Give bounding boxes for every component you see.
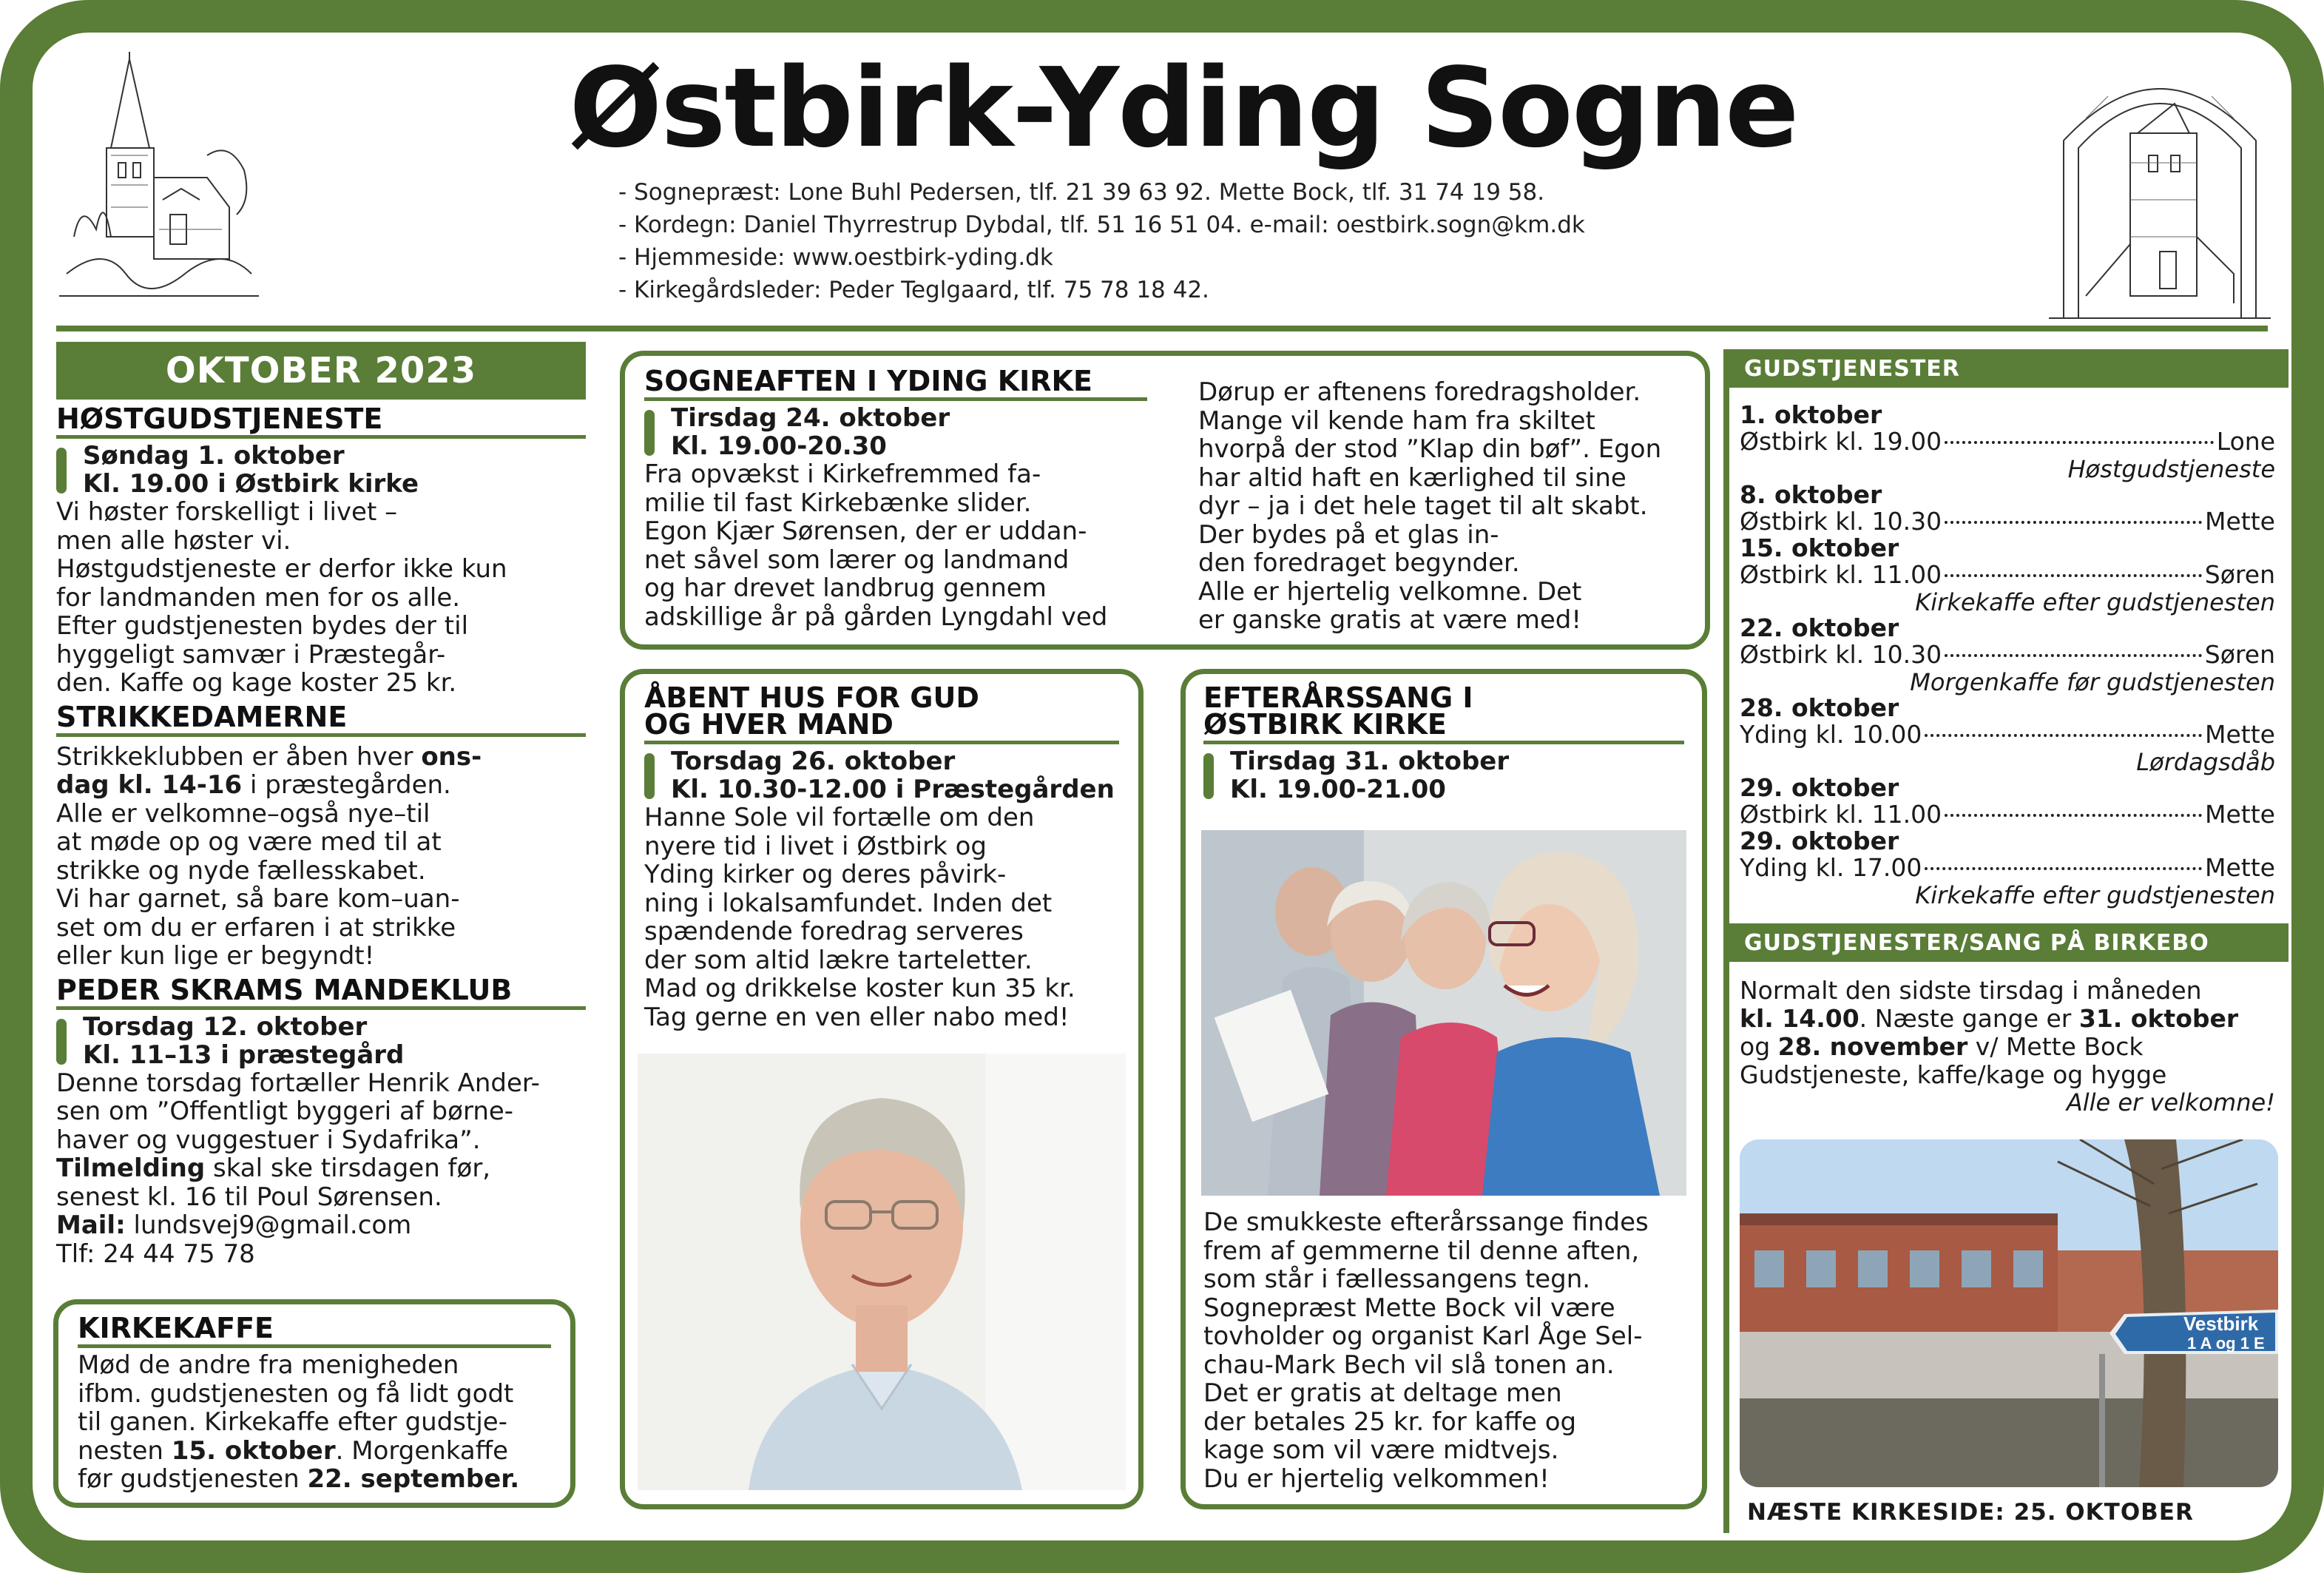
contact-cemetery: - Kirkegårdsleder: Peder Teglgaard, tlf. 75 78 18 42.: [618, 277, 1209, 303]
text-line: Vi høster forskelligt i livet –: [56, 497, 398, 527]
event-time: [1203, 747, 1684, 804]
section-title-peder: PEDER SKRAMS MANDEKLUB: [56, 975, 586, 1010]
event-date: Tirsdag 24. oktober: [671, 403, 950, 433]
text-line: Denne torsdag fortæller Henrik Ander-: [56, 1068, 540, 1098]
service-row: [1740, 854, 2275, 882]
email-text: lundsvej9@gmail.com: [125, 1210, 412, 1240]
contact-kordegn: - Kordegn: Daniel Thyrrestrup Dybdal, tlf. 51 16 51 04. e-mail: oestbirk.sogn@km.dk: [618, 212, 1585, 238]
phone-text: Tlf: 24 44 75 78: [56, 1239, 255, 1269]
text-span: Strikkeklubben er åben hver: [56, 741, 422, 772]
leader-dots: [1945, 521, 2202, 524]
text-line: set om du er erfaren i at strikke: [56, 912, 456, 943]
service-officiant: Søren: [2204, 640, 2275, 669]
text-line: De smukkeste efterårssange findes: [1203, 1207, 1649, 1237]
service-place: Yding kl. 17.00: [1740, 853, 1922, 882]
text-bold: Tilmelding: [56, 1153, 206, 1183]
service-officiant: Lone: [2216, 427, 2275, 456]
text-line: Egon Kjær Sørensen, der er uddan-: [644, 516, 1087, 546]
service-item: [1740, 695, 2275, 775]
service-row: [1740, 428, 2275, 456]
text-line: Efter gudstjenesten bydes der til: [56, 611, 469, 641]
contact-priest: - Sognepræst: Lone Buhl Pedersen, tlf. 21 39 63 92. Mette Bock, tlf. 31 74 19 58.: [618, 179, 1545, 206]
event-date: Tirsdag 31. oktober: [1230, 747, 1510, 776]
box-text: [644, 460, 1154, 631]
service-place: Østbirk kl. 10.30: [1740, 640, 1942, 669]
text-line: senest kl. 16 til Poul Sørensen.: [56, 1182, 442, 1212]
text-bold: 22. september.: [307, 1464, 520, 1494]
leader-dots: [1925, 734, 2202, 737]
text-span: skal ske tirsdagen før,: [205, 1153, 491, 1183]
text-line: net såvel som lærer og landmand: [644, 545, 1070, 575]
services-list: [1725, 388, 2288, 909]
service-item: [1740, 826, 2275, 909]
text-line: milie til fast Kirkebænke slider.: [644, 488, 1032, 518]
next-issue-note: NÆSTE KIRKESIDE: 25. OKTOBER: [1747, 1499, 2194, 1526]
text-line: er ganske gratis at være med!: [1198, 605, 1581, 635]
text-line: at møde op og være med til at: [56, 827, 442, 857]
text-line: Alle er hjertelig velkomne. Det: [1198, 576, 1582, 607]
text-line: strikke og nyde fællesskabet.: [56, 855, 426, 886]
event-date: Søndag 1. oktober: [83, 441, 345, 471]
text-line: chau-Mark Bech vil slå tonen an.: [1203, 1350, 1615, 1380]
leader-dots: [1925, 867, 2202, 870]
service-place: Østbirk kl. 19.00: [1740, 427, 1942, 456]
text-line: Vi har garnet, så bare kom–uan-: [56, 884, 460, 914]
text-line: Dørup er aftenens foredragsholder.: [1198, 377, 1641, 407]
text-line: kage som vil være midtvejs.: [1203, 1435, 1559, 1465]
text-span: og: [1740, 1032, 1778, 1061]
text-bold: dag kl. 14-16: [56, 770, 243, 800]
events-column-left: [56, 342, 586, 1268]
text-line: Tag gerne en ven eller nabo med!: [644, 1002, 1070, 1032]
title-line: OG HVER MAND: [644, 708, 894, 741]
text-line: Mange vil kende ham fra skiltet: [1198, 405, 1595, 436]
text-line: ning i lokalsamfundet. Inden det: [644, 888, 1053, 918]
header-divider: [56, 326, 2268, 331]
event-time: [644, 404, 1154, 460]
section-title-hoest: HØSTGUDSTJENESTE: [56, 404, 586, 439]
text-line: der betales 25 kr. for kaffe og: [1203, 1407, 1577, 1437]
service-row: [1740, 641, 2275, 669]
service-officiant: Mette: [2205, 507, 2275, 536]
box-text: [644, 804, 1119, 1031]
text-line: til ganen. Kirkekaffe efter gudstje-: [78, 1407, 507, 1437]
text-line: og har drevet landbrug gennem: [644, 573, 1047, 603]
text-line: Høstgudstjeneste er derfor ikke kun: [56, 554, 507, 584]
text-line: tovholder og organist Karl Åge Sel-: [1203, 1321, 1643, 1351]
text-line: Mad og drikkelse koster kun 35 kr.: [644, 974, 1075, 1003]
text-span: . Morgenkaffe: [335, 1435, 509, 1466]
text-line: spændende foredrag serveres: [644, 917, 1024, 946]
title-line: EFTERÅRSSANG I: [1203, 681, 1473, 714]
text-line: [56, 771, 586, 800]
title-line: ÅBENT HUS FOR GUD: [644, 681, 979, 714]
box-title: [1203, 681, 1684, 744]
event-text-peder: [56, 1069, 586, 1269]
event-time-peder: [56, 1013, 586, 1069]
section-title-strik: STRIKKEDAMERNE: [56, 702, 586, 737]
service-date: 15. oktober: [1740, 533, 1899, 562]
birkebo-text: [1725, 962, 2288, 1116]
box-text: [78, 1351, 551, 1494]
event-time: Kl. 11–13 i præstegård: [83, 1040, 405, 1070]
service-item: [1740, 402, 2275, 482]
box-title: [644, 681, 1119, 744]
text-line: Det er gratis at deltage men: [1203, 1378, 1562, 1408]
text-line: [56, 1154, 586, 1183]
text-line: nyere tid i livet i Østbirk og: [644, 831, 987, 861]
text-line: eller kun lige er begyndt!: [56, 941, 375, 971]
service-date: 22. oktober: [1740, 613, 1899, 642]
service-row: [1740, 561, 2275, 589]
contact-list: [618, 176, 1585, 306]
text-line: der som altid lækre tarteletter.: [644, 945, 1033, 975]
church-drawing-left: [59, 52, 259, 311]
text-line: Alle er velkomne–også nye–til: [56, 798, 430, 829]
text-line: sen om ”Offentligt byggeri af børne-: [56, 1097, 514, 1126]
speaker-portrait-photo: [638, 1054, 1126, 1490]
text-line: Normalt den sidste tirsdag i måneden: [1740, 976, 2202, 1005]
event-time: Kl. 19.00-21.00: [1230, 775, 1446, 804]
text-line: Mød de andre fra menigheden: [78, 1350, 459, 1380]
leader-dots: [1945, 654, 2202, 657]
leader-dots: [1945, 574, 2202, 577]
text-line: frem af gemmerne til denne aften,: [1203, 1236, 1640, 1266]
service-officiant: Mette: [2205, 853, 2275, 882]
service-row: [1740, 721, 2275, 749]
text-line: [56, 743, 586, 772]
service-note: Lørdagsdåb: [2136, 748, 2275, 776]
event-text-hoest: [56, 498, 586, 698]
choir-singers-photo: [1201, 830, 1686, 1196]
text-line: ifbm. gudstjenesten og få lidt godt: [78, 1378, 514, 1409]
text-line: Gudstjeneste, kaffe/kage og hygge: [1740, 1060, 2167, 1089]
service-place: Østbirk kl. 10.30: [1740, 507, 1942, 536]
text-bold: kl. 14.00: [1740, 1004, 1859, 1033]
text-line: hyggeligt samvær i Præstegår-: [56, 639, 446, 670]
sogneaften-right: [1198, 368, 1686, 635]
event-date: Torsdag 12. oktober: [83, 1011, 368, 1042]
text-line: [78, 1465, 551, 1494]
text-span: nesten: [78, 1435, 172, 1466]
event-time: [644, 747, 1119, 804]
birkebo-building-photo: [1740, 1139, 2278, 1487]
service-item: [1740, 613, 2275, 696]
service-date: 8. oktober: [1740, 480, 1882, 509]
text-bold: Mail:: [56, 1210, 126, 1240]
service-note: Kirkekaffe efter gudstjenesten: [1915, 881, 2275, 909]
text-line: haver og vuggestuer i Sydafrika”.: [56, 1125, 481, 1155]
service-note: Høstgudstjeneste: [2067, 455, 2275, 483]
text-line: Yding kirker og deres påvirk-: [644, 860, 1007, 889]
sogneaften-box: [620, 351, 1710, 650]
service-row: [1740, 508, 2275, 536]
text-bold: ons-: [421, 741, 482, 772]
event-text-strik: [56, 743, 586, 971]
text-bold: 15. oktober: [171, 1435, 336, 1466]
text-line: har altid haft en kærlighed til sine: [1198, 462, 1627, 493]
service-officiant: Søren: [2204, 560, 2275, 589]
text-line: den foredraget begynder.: [1198, 548, 1520, 578]
sign-line2: 1 A og 1 E: [2187, 1334, 2265, 1353]
contact-website: - Hjemmeside: www.oestbirk-yding.dk: [618, 244, 1053, 271]
text-span: i præstegården.: [242, 770, 451, 800]
text-line: som står i fællessangens tegn.: [1203, 1264, 1591, 1294]
text-line: for landmanden men for os alle.: [56, 582, 461, 613]
service-date: 29. oktober: [1740, 826, 1899, 855]
service-row: [1740, 801, 2275, 829]
service-note: Kirkekaffe efter gudstjenesten: [1915, 588, 2275, 616]
event-time-hoest: [56, 442, 586, 498]
text-span: før gudstjenesten: [78, 1464, 308, 1494]
event-time: Kl. 19.00 i Østbirk kirke: [83, 469, 419, 499]
text-line: [56, 1211, 586, 1240]
text-line: [1740, 1033, 2275, 1061]
service-item: [1740, 775, 2275, 829]
text-line: den. Kaffe og kage koster 25 kr.: [56, 668, 457, 698]
text-line: [78, 1437, 551, 1466]
service-officiant: Mette: [2205, 720, 2275, 749]
church-drawing-right: [2041, 52, 2278, 326]
kirkekaffe-box: [53, 1299, 575, 1508]
leader-dots: [1945, 814, 2202, 817]
text-span: v/ Mette Bock: [1967, 1032, 2144, 1061]
event-time: Kl. 10.30-12.00 i Præstegården: [671, 775, 1115, 804]
sign-line1: Vestbirk: [2183, 1313, 2259, 1335]
box-text: [1203, 1208, 1649, 1493]
page-title: Østbirk-Yding Sogne: [569, 44, 1798, 172]
birkebo-heading: GUDSTJENESTER/SANG PÅ BIRKEBO: [1725, 923, 2288, 962]
text-line: Der bydes på et glas in-: [1198, 519, 1499, 550]
text-bold: 28. november: [1777, 1032, 1968, 1061]
service-date: 1. oktober: [1740, 400, 1882, 429]
service-item: [1740, 482, 2275, 536]
service-note: Morgenkaffe før gudstjenesten: [1910, 668, 2275, 696]
services-heading: GUDSTJENESTER: [1725, 349, 2288, 388]
leader-dots: [1945, 441, 2214, 444]
text-line: Fra opvækst i Kirkefremmed fa-: [644, 459, 1041, 489]
service-place: Østbirk kl. 11.00: [1740, 560, 1942, 589]
sogneaften-left: [644, 365, 1154, 635]
service-place: Yding kl. 10.00: [1740, 720, 1922, 749]
text-line: Hanne Sole vil fortælle om den: [644, 803, 1035, 832]
text-line: Sognepræst Mette Bock vil være: [1203, 1293, 1615, 1323]
text-line: hvorpå der stod ”Klap din bøf”. Egon: [1198, 434, 1662, 464]
text-bold: 31. oktober: [2078, 1004, 2239, 1033]
text-line: [1740, 1005, 2275, 1033]
text-line: men alle høster vi.: [56, 525, 291, 556]
text-line: adskillige år på gården Lyngdahl ved: [644, 602, 1108, 632]
box-title: SOGNEAFTEN I YDING KIRKE: [644, 368, 1147, 401]
text-span: . Næste gange er: [1859, 1004, 2079, 1033]
service-officiant: Mette: [2205, 800, 2275, 829]
service-item: [1740, 533, 2275, 616]
event-time: Kl. 19.00-20.30: [671, 431, 887, 461]
text-line: dyr – ja i det hele taget til alt skabt.: [1198, 491, 1648, 521]
box-title: KIRKEKAFFE: [78, 1315, 551, 1348]
service-date: 29. oktober: [1740, 773, 1899, 802]
text-line: Du er hjertelig velkommen!: [1203, 1463, 1550, 1494]
title-line: ØSTBIRK KIRKE: [1203, 708, 1447, 741]
service-date: 28. oktober: [1740, 693, 1899, 722]
service-place: Østbirk kl. 11.00: [1740, 800, 1942, 829]
event-date: Torsdag 26. oktober: [671, 747, 956, 776]
text-line-italic: Alle er velkomne!: [2066, 1088, 2275, 1116]
month-heading: OKTOBER 2023: [56, 342, 586, 400]
